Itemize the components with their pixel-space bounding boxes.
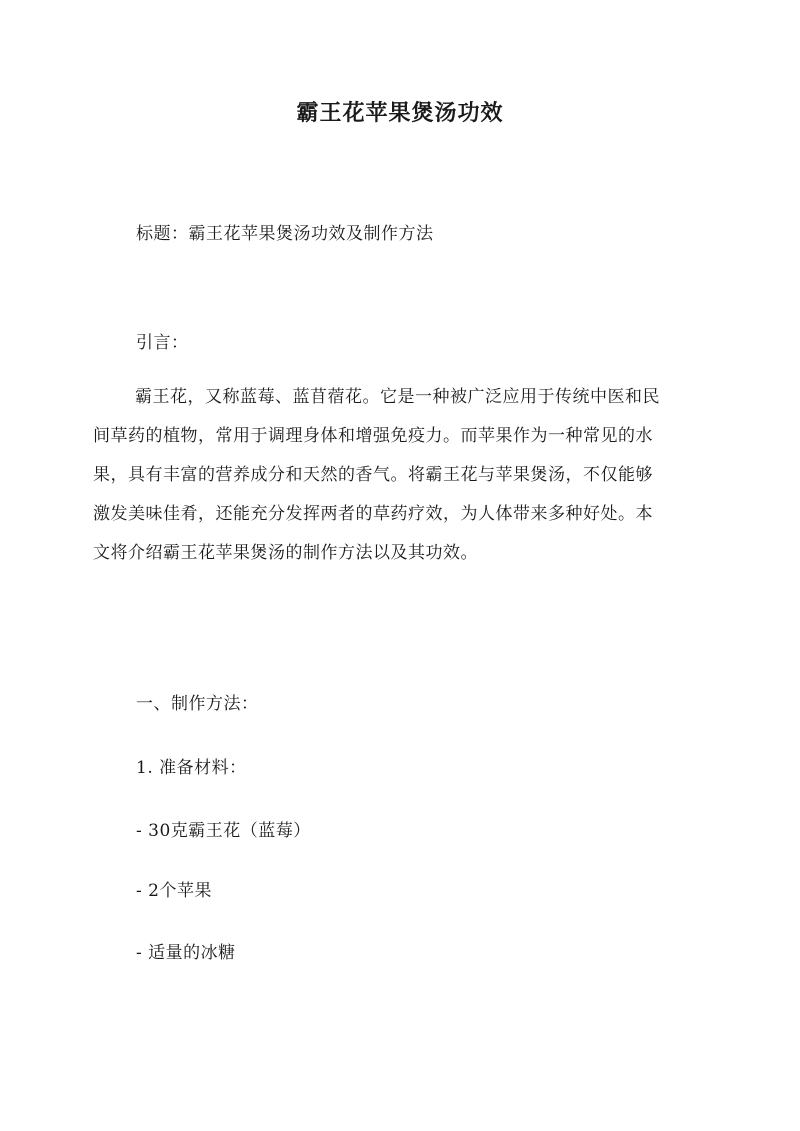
paragraph-line: 激发美味佳肴，还能充分发挥两者的草药疗效，为人体带来多种好处。本 (93, 504, 653, 524)
material-item: - 2个苹果 (136, 881, 212, 901)
paragraph-line: 果，具有丰富的营养成分和天然的香气。将霸王花与苹果煲汤，不仅能够 (93, 465, 653, 485)
paragraph-line: 霸王花，又称蓝莓、蓝苜蓿花。它是一种被广泛应用于传统中医和民 (135, 387, 660, 407)
section-heading: 一、制作方法： (136, 694, 259, 714)
material-item: - 适量的冰糖 (136, 943, 236, 963)
material-item: - 30克霸王花（蓝莓） (136, 821, 311, 841)
paragraph-line: 文将介绍霸王花苹果煲汤的制作方法以及其功效。 (93, 543, 478, 563)
page-title: 霸王花苹果煲汤功效 (296, 100, 504, 126)
step-heading: 1. 准备材料： (136, 758, 247, 778)
intro-heading: 引言： (136, 333, 189, 353)
subtitle-line: 标题：霸王花苹果煲汤功效及制作方法 (136, 224, 434, 244)
intro-paragraph (93, 378, 713, 573)
paragraph-line: 间草药的植物，常用于调理身体和增强免疫力。而苹果作为一种常见的水 (93, 426, 653, 446)
